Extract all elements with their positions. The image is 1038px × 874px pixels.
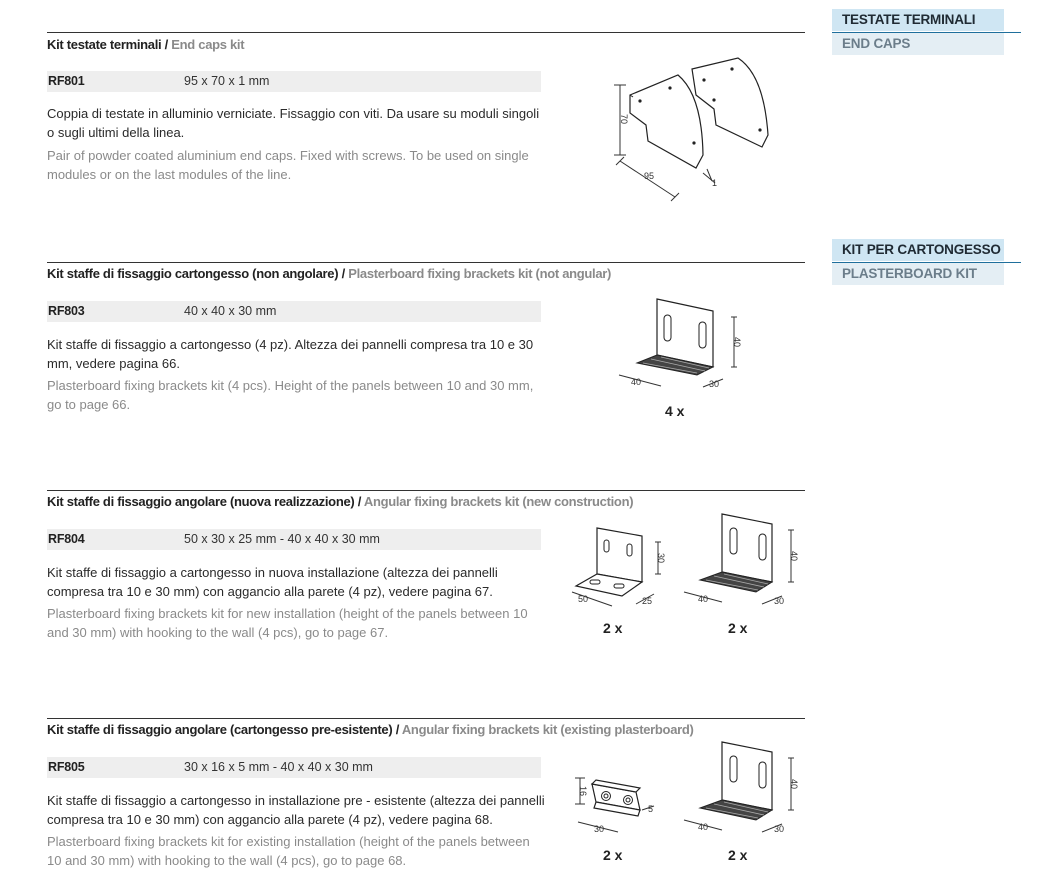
description-it: Kit staffe di fissaggio a cartongesso (4 pz). Altezza dei pannelli compresa tra 10 e 30 mm, vedere pagina 66. [47,337,534,371]
product-dimensions: 95 x 70 x 1 mm [184,74,270,88]
section-title [47,721,805,739]
dim-label-height: 40 [789,550,799,562]
description-en: Plasterboard fixing brackets kit (4 pcs). Height of the panels between 10 and 30 mm, go to page 66. [47,378,534,412]
dim-label-depth: 30 [774,596,785,606]
dim-label-thickness: 1 [712,178,718,188]
bracket-drawing [680,738,810,838]
section-rule [47,718,805,719]
dim-label-width: 40 [698,594,709,604]
product-dimensions: 50 x 30 x 25 mm - 40 x 40 x 30 mm [184,532,380,546]
small-bracket-drawing [570,770,670,840]
category-tag-plasterboard-en: PLASTERBOARD KIT [832,263,1004,285]
section-title [47,493,805,511]
product-code: RF805 [48,760,85,774]
product-code: RF804 [48,532,85,546]
dim-label-width: 40 [631,377,642,387]
category-tag-plasterboard: KIT PER CARTONGESSO [832,239,1004,261]
description-en: Pair of powder coated aluminium end caps. Fixed with screws. To be used on single modules or on the last modules of the line. [47,148,529,182]
section-title-en: Angular fixing brackets kit (new construction) [363,494,634,509]
section-title-it: Kit testate terminali [47,37,162,52]
description-it: Kit staffe di fissaggio a cartongesso in installazione pre - esistente (altezza dei pannelli compresa tra 10 e 30 mm) con aggancio alla parete (4 pz), vedere pagina 68. [47,793,545,827]
category-tag-end-caps: TESTATE TERMINALI [832,9,1004,31]
product-code-bar [47,529,541,550]
section-title [47,265,805,283]
angular-bracket-drawing [570,520,680,610]
product-code: RF803 [48,304,85,318]
title-separator: / [164,37,168,52]
quantity-label: 2 x [603,847,623,863]
dim-label-width: 40 [698,822,709,832]
dim-label-height: 30 [656,552,666,564]
product-code-bar [47,301,541,322]
dim-label-width: 30 [594,824,605,834]
bracket-drawing [680,510,810,610]
title-separator: / [395,722,399,737]
section-title-en: Angular fixing brackets kit (existing plasterboard) [401,722,694,737]
category-tag-end-caps-en: END CAPS [832,33,1004,55]
description-it: Kit staffe di fissaggio a cartongesso in nuova installazione (altezza dei pannelli compresa tra 10 e 30 mm) con aggancio alla parete (4 pz), vedere pagina 67. [47,565,498,599]
product-code-bar [47,757,541,778]
product-dimensions: 40 x 40 x 30 mm [184,304,277,318]
section-title-it: Kit staffe di fissaggio angolare (nuova realizzazione) [47,494,355,509]
dim-label-depth: 30 [774,824,785,834]
section-title-it: Kit staffe di fissaggio cartongesso (non angolare) [47,266,339,281]
title-separator: / [357,494,362,509]
section-title [47,36,805,54]
title-separator: / [341,266,345,281]
section-title-it: Kit staffe di fissaggio angolare (cartongesso pre-esistente) [47,722,393,737]
quantity-label: 4 x [665,403,685,419]
description-en: Plasterboard fixing brackets kit for new installation (height of the panels between 10 and 30 mm) with hooking to the wall (4 pcs), go to page 67. [47,606,528,640]
dim-label-depth: 30 [709,379,720,389]
dim-label-width: 50 [578,594,589,604]
dim-label-height: 40 [789,778,799,790]
description-it: Coppia di testate in alluminio verniciate. Fissaggio con viti. Da usare su moduli singoli o sugli ultimi della linea. [47,106,540,140]
quantity-label: 2 x [728,847,748,863]
section-rule [47,262,805,263]
bracket-drawing [615,295,755,395]
dim-label-height: 70 [619,113,629,125]
product-code: RF801 [48,74,85,88]
dim-label-width: 95 [644,171,655,181]
dim-label-depth: 5 [648,804,654,814]
dim-label-height: 16 [578,785,588,797]
dim-label-height: 40 [732,336,742,348]
quantity-label: 2 x [603,620,623,636]
section-title-en: End caps kit [171,37,245,52]
end-caps-drawing [600,55,790,205]
description-en: Plasterboard fixing brackets kit for existing installation (height of the panels between 10 and 30 mm) with hooking to the wall (4 pcs), go to page 68. [47,834,530,868]
section-title-en: Plasterboard fixing brackets kit (not angular) [348,266,612,281]
product-dimensions: 30 x 16 x 5 mm - 40 x 40 x 30 mm [184,760,373,774]
section-rule [47,490,805,491]
quantity-label: 2 x [728,620,748,636]
section-rule [47,32,805,33]
product-code-bar [47,71,541,92]
dim-label-depth: 25 [642,596,653,606]
